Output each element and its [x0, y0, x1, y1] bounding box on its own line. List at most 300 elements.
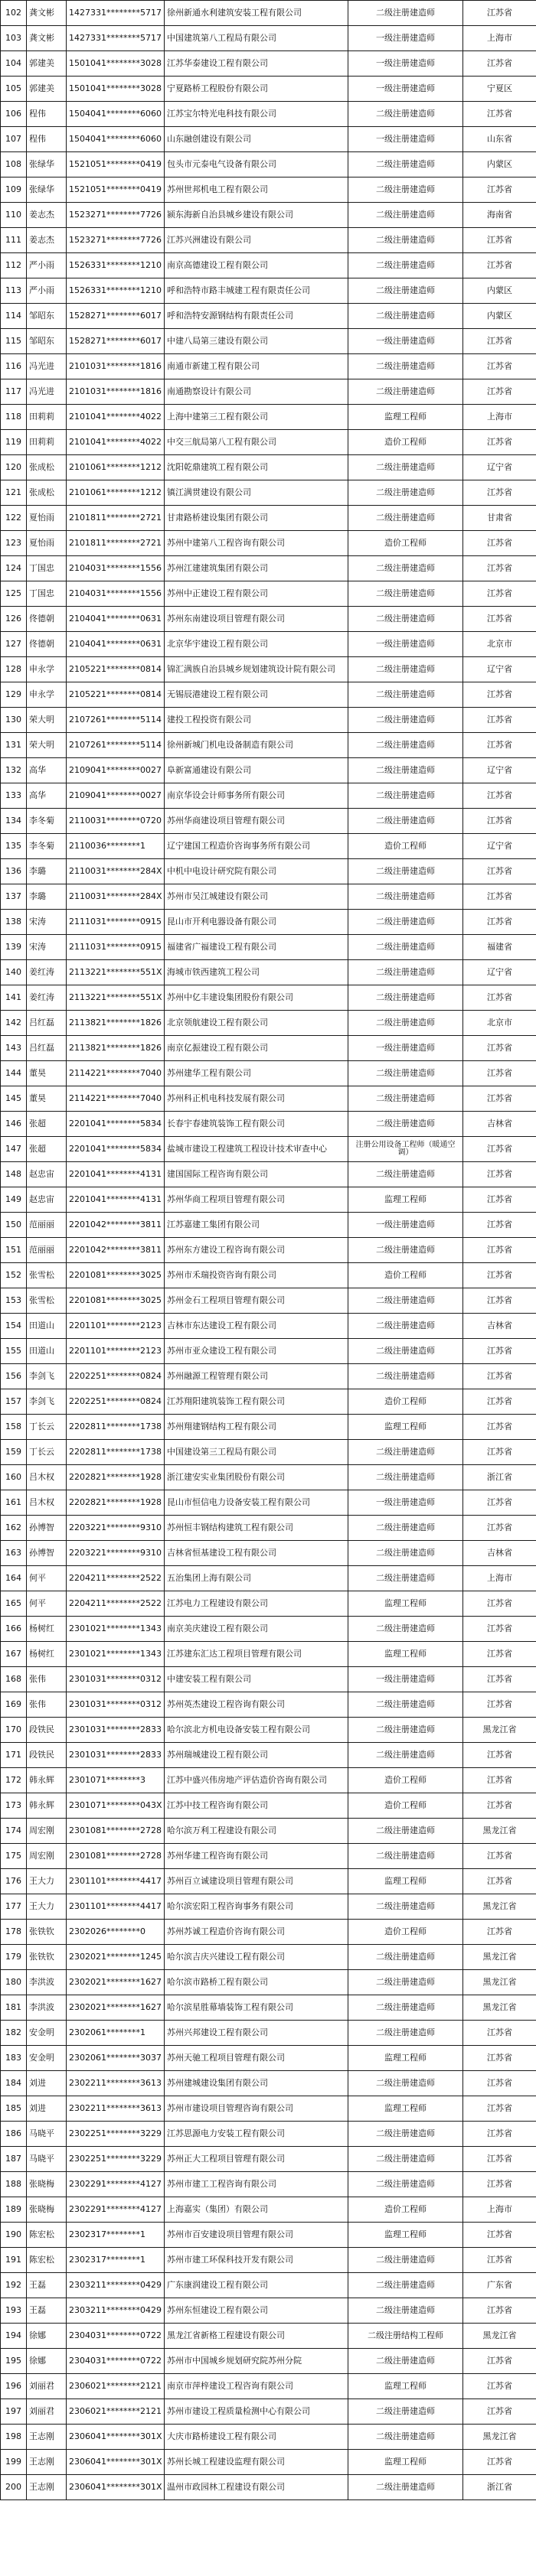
row-number-cell: 156 [1, 1364, 27, 1389]
id-number-cell: 2303211********0429 [67, 2298, 165, 2324]
qualification-cell: 造价工程师 [348, 430, 463, 455]
table-row [1, 1718, 536, 1743]
person-name-cell: 徐娜 [27, 2349, 67, 2374]
id-number-cell: 2105221********0814 [67, 657, 165, 682]
row-number-cell: 106 [1, 102, 27, 127]
person-name-cell: 姜志杰 [27, 228, 67, 253]
company-name-cell: 苏州长城工程建设监理有限公司 [165, 2450, 348, 2475]
qualification-cell: 造价工程师 [348, 1263, 463, 1288]
table-row [1, 379, 536, 405]
province-cell: 江苏省 [463, 1642, 536, 1667]
qualification-cell: 二级注册建造师 [348, 2122, 463, 2147]
id-number-cell: 2302251********3229 [67, 2147, 165, 2172]
province-cell: 黑龙江省 [463, 2425, 536, 2450]
table-row [1, 1591, 536, 1617]
company-name-cell: 苏州瑞城建设工程有限公司 [165, 1743, 348, 1768]
person-name-cell: 李剑飞 [27, 1389, 67, 1415]
person-name-cell: 王大力 [27, 1894, 67, 1920]
province-cell: 江苏省 [463, 884, 536, 910]
table-row [1, 2172, 536, 2197]
company-name-cell: 江苏兴洲建设有限公司 [165, 228, 348, 253]
company-name-cell: 哈尔滨宏阳工程咨询事务有限公司 [165, 1894, 348, 1920]
province-cell: 江苏省 [463, 2172, 536, 2197]
person-name-cell: 刘丽君 [27, 2374, 67, 2399]
table-row [1, 2046, 536, 2071]
table-row [1, 2324, 536, 2349]
table-row [1, 2248, 536, 2273]
company-name-cell: 五治集团上海有限公司 [165, 1566, 348, 1591]
id-number-cell: 2302021********1245 [67, 1945, 165, 1970]
company-name-cell: 苏州金石工程项目管理有限公司 [165, 1288, 348, 1314]
province-cell: 黑龙江省 [463, 1995, 536, 2021]
person-name-cell: 严小雨 [27, 278, 67, 304]
table-row [1, 834, 536, 859]
table-row [1, 2374, 536, 2399]
qualification-cell: 二级注册建造师 [348, 1162, 463, 1187]
row-number-cell: 170 [1, 1718, 27, 1743]
person-name-cell: 李璐 [27, 884, 67, 910]
row-number-cell: 127 [1, 632, 27, 657]
company-name-cell: 哈尔滨星胜幕墙装饰工程有限公司 [165, 1995, 348, 2021]
qualification-cell: 二级注册建造师 [348, 304, 463, 329]
qualification-cell: 二级注册建造师 [348, 2147, 463, 2172]
qualification-cell: 二级注册建造师 [348, 1541, 463, 1566]
province-cell: 江苏省 [463, 2021, 536, 2046]
table-row [1, 1667, 536, 1692]
table-row [1, 2273, 536, 2298]
table-row [1, 1389, 536, 1415]
person-name-cell: 王志刚 [27, 2450, 67, 2475]
id-number-cell: 1523271********7726 [67, 203, 165, 228]
qualification-cell: 造价工程师 [348, 2197, 463, 2223]
id-number-cell: 2301031********0312 [67, 1692, 165, 1718]
person-name-cell: 丁国忠 [27, 581, 67, 607]
qualification-cell: 二级注册结构工程师 [348, 2324, 463, 2349]
person-name-cell: 高华 [27, 783, 67, 809]
table-row [1, 783, 536, 809]
qualification-cell: 二级注册建造师 [348, 354, 463, 379]
province-cell: 黑龙江省 [463, 1970, 536, 1995]
province-cell: 江苏省 [463, 2122, 536, 2147]
province-cell: 江苏省 [463, 51, 536, 77]
company-name-cell: 江苏宝尔特光电科技有限公司 [165, 102, 348, 127]
company-name-cell: 颍东海新自治县城乡建设有限公司 [165, 203, 348, 228]
row-number-cell: 190 [1, 2223, 27, 2248]
company-name-cell: 苏州华商工程项目管理有限公司 [165, 1187, 348, 1213]
qualification-cell: 二级注册建造师 [348, 1440, 463, 1465]
province-cell: 江苏省 [463, 1667, 536, 1692]
qualification-cell: 二级注册建造师 [348, 985, 463, 1011]
person-name-cell: 吕木权 [27, 1490, 67, 1516]
id-number-cell: 2301071********043X [67, 1793, 165, 1819]
qualification-cell: 造价工程师 [348, 834, 463, 859]
person-name-cell: 程伟 [27, 127, 67, 152]
company-name-cell: 苏州融源工程管理有限公司 [165, 1364, 348, 1389]
table-row [1, 1263, 536, 1288]
company-name-cell: 吉林省恒基建设工程有限公司 [165, 1541, 348, 1566]
qualification-cell: 二级注册建造师 [348, 1011, 463, 1036]
qualification-cell: 二级注册建造师 [348, 1339, 463, 1364]
qualification-cell: 监理工程师 [348, 405, 463, 430]
id-number-cell: 2110036********1 [67, 834, 165, 859]
province-cell: 内蒙区 [463, 304, 536, 329]
id-number-cell: 2201041********5834 [67, 1112, 165, 1137]
table-row [1, 51, 536, 77]
province-cell: 江苏省 [463, 1920, 536, 1945]
table-row [1, 1970, 536, 1995]
qualification-cell: 二级注册建造师 [348, 1288, 463, 1314]
qualification-cell: 造价工程师 [348, 1768, 463, 1793]
qualification-cell: 二级注册建造师 [348, 1894, 463, 1920]
qualification-cell: 二级注册建造师 [348, 783, 463, 809]
company-name-cell: 南通市新建工程有限公司 [165, 354, 348, 379]
row-number-cell: 123 [1, 531, 27, 556]
person-name-cell: 田道山 [27, 1339, 67, 1364]
company-name-cell: 北京领航建设工程有限公司 [165, 1011, 348, 1036]
table-row [1, 177, 536, 203]
id-number-cell: 2302317********1 [67, 2223, 165, 2248]
company-name-cell: 苏州翔建钢结构工程有限公司 [165, 1415, 348, 1440]
person-name-cell: 姜红涛 [27, 985, 67, 1011]
table-row [1, 329, 536, 354]
table-row [1, 1692, 536, 1718]
company-name-cell: 宁夏路桥工程股份有限公司 [165, 77, 348, 102]
person-name-cell: 韩永辉 [27, 1793, 67, 1819]
qualification-cell: 二级注册建造师 [348, 657, 463, 682]
person-name-cell: 冯光进 [27, 379, 67, 405]
province-cell: 江苏省 [463, 102, 536, 127]
table-row [1, 152, 536, 177]
person-name-cell: 郭建美 [27, 77, 67, 102]
person-name-cell: 李洪波 [27, 1995, 67, 2021]
table-row [1, 1768, 536, 1793]
table-row [1, 2147, 536, 2172]
table-body [1, 1, 536, 2500]
row-number-cell: 164 [1, 1566, 27, 1591]
person-name-cell: 龚文彬 [27, 26, 67, 51]
table-row [1, 1112, 536, 1137]
company-name-cell: 中建安装工程有限公司 [165, 1667, 348, 1692]
person-name-cell: 张铁钦 [27, 1920, 67, 1945]
table-row [1, 1566, 536, 1591]
province-cell: 江苏省 [463, 1238, 536, 1263]
person-name-cell: 李璐 [27, 859, 67, 884]
table-row [1, 1920, 536, 1945]
table-row [1, 304, 536, 329]
id-number-cell: 2101061********1212 [67, 455, 165, 480]
qualification-cell: 监理工程师 [348, 1591, 463, 1617]
id-number-cell: 2201081********3025 [67, 1263, 165, 1288]
id-number-cell: 2301021********1343 [67, 1617, 165, 1642]
company-name-cell: 建国国际工程咨询有限公司 [165, 1162, 348, 1187]
id-number-cell: 2101031********1816 [67, 354, 165, 379]
province-cell: 江苏省 [463, 1591, 536, 1617]
person-name-cell: 宋涛 [27, 935, 67, 960]
row-number-cell: 135 [1, 834, 27, 859]
person-name-cell: 杨树红 [27, 1617, 67, 1642]
province-cell: 江苏省 [463, 1187, 536, 1213]
table-row [1, 657, 536, 682]
id-number-cell: 2114221********7040 [67, 1061, 165, 1086]
person-name-cell: 韩永辉 [27, 1768, 67, 1793]
company-name-cell: 中机中电设计研究院有限公司 [165, 859, 348, 884]
person-name-cell: 张晓梅 [27, 2172, 67, 2197]
person-name-cell: 田道山 [27, 1314, 67, 1339]
province-cell: 北京市 [463, 632, 536, 657]
row-number-cell: 161 [1, 1490, 27, 1516]
table-row [1, 1, 536, 26]
id-number-cell: 2105221********0814 [67, 682, 165, 708]
row-number-cell: 173 [1, 1793, 27, 1819]
row-number-cell: 162 [1, 1516, 27, 1541]
table-row [1, 2450, 536, 2475]
qualification-cell: 二级注册建造师 [348, 1844, 463, 1869]
table-row [1, 354, 536, 379]
qualification-cell: 二级注册建造师 [348, 1995, 463, 2021]
province-cell: 江苏省 [463, 733, 536, 758]
id-number-cell: 2306041********301X [67, 2450, 165, 2475]
company-name-cell: 苏州中建第八工程咨询有限公司 [165, 531, 348, 556]
id-number-cell: 2201041********5834 [67, 1137, 165, 1162]
id-number-cell: 2301101********4417 [67, 1869, 165, 1894]
qualification-cell: 一级注册建造师 [348, 1490, 463, 1516]
row-number-cell: 168 [1, 1667, 27, 1692]
company-name-cell: 南京市萍梓建设工程咨询有限公司 [165, 2374, 348, 2399]
row-number-cell: 143 [1, 1036, 27, 1061]
row-number-cell: 111 [1, 228, 27, 253]
company-name-cell: 福建省广福建设工程有限公司 [165, 935, 348, 960]
company-name-cell: 吉林市东达建设工程有限公司 [165, 1314, 348, 1339]
qualification-cell: 二级注册建造师 [348, 708, 463, 733]
province-cell: 江苏省 [463, 480, 536, 506]
qualification-cell: 二级注册建造师 [348, 278, 463, 304]
table-row [1, 1213, 536, 1238]
id-number-cell: 1523271********7726 [67, 228, 165, 253]
qualification-cell: 二级注册建造师 [348, 607, 463, 632]
qualification-cell: 监理工程师 [348, 2374, 463, 2399]
row-number-cell: 134 [1, 809, 27, 834]
qualification-cell: 一级注册建造师 [348, 1036, 463, 1061]
province-cell: 辽宁省 [463, 455, 536, 480]
qualification-cell: 二级注册建造师 [348, 1743, 463, 1768]
table-row [1, 1314, 536, 1339]
province-cell: 江苏省 [463, 228, 536, 253]
table-row [1, 1995, 536, 2021]
id-number-cell: 1526331********1210 [67, 253, 165, 278]
row-number-cell: 145 [1, 1086, 27, 1112]
id-number-cell: 2202251********0824 [67, 1389, 165, 1415]
person-name-cell: 马晓平 [27, 2122, 67, 2147]
table-row [1, 1516, 536, 1541]
row-number-cell: 177 [1, 1894, 27, 1920]
row-number-cell: 192 [1, 2273, 27, 2298]
row-number-cell: 146 [1, 1112, 27, 1137]
province-cell: 江苏省 [463, 607, 536, 632]
table-row [1, 1617, 536, 1642]
company-name-cell: 哈尔滨市路桥工程有限公司 [165, 1970, 348, 1995]
table-row [1, 1465, 536, 1490]
row-number-cell: 187 [1, 2147, 27, 2172]
row-number-cell: 193 [1, 2298, 27, 2324]
row-number-cell: 125 [1, 581, 27, 607]
person-name-cell: 丁长云 [27, 1440, 67, 1465]
id-number-cell: 2301031********0312 [67, 1667, 165, 1692]
company-name-cell: 北京华宇建设工程有限公司 [165, 632, 348, 657]
qualification-cell: 造价工程师 [348, 1920, 463, 1945]
person-name-cell: 夏怡雨 [27, 506, 67, 531]
id-number-cell: 2302317********1 [67, 2248, 165, 2273]
row-number-cell: 169 [1, 1692, 27, 1718]
id-number-cell: 2302291********4127 [67, 2197, 165, 2223]
company-name-cell: 大庆市路桥建设工程有限公司 [165, 2425, 348, 2450]
person-name-cell: 邹昭东 [27, 304, 67, 329]
table-row [1, 1894, 536, 1920]
row-number-cell: 189 [1, 2197, 27, 2223]
table-row [1, 1339, 536, 1364]
qualification-cell: 监理工程师 [348, 2096, 463, 2122]
person-name-cell: 安金明 [27, 2021, 67, 2046]
qualification-cell: 一级注册建造师 [348, 632, 463, 657]
company-name-cell: 广东康润建设工程有限公司 [165, 2273, 348, 2298]
row-number-cell: 129 [1, 682, 27, 708]
person-name-cell: 周宏刚 [27, 1844, 67, 1869]
table-row [1, 910, 536, 935]
province-cell: 江苏省 [463, 1844, 536, 1869]
id-number-cell: 2201041********4131 [67, 1162, 165, 1187]
company-name-cell: 中国建筑第八工程局有限公司 [165, 26, 348, 51]
id-number-cell: 2104041********0631 [67, 632, 165, 657]
row-number-cell: 140 [1, 960, 27, 985]
row-number-cell: 154 [1, 1314, 27, 1339]
qualification-cell: 一级注册建造师 [348, 51, 463, 77]
id-number-cell: 2302026********0 [67, 1920, 165, 1945]
row-number-cell: 119 [1, 430, 27, 455]
person-name-cell: 范丽丽 [27, 1213, 67, 1238]
province-cell: 江苏省 [463, 1339, 536, 1364]
id-number-cell: 2107261********5114 [67, 708, 165, 733]
table-row [1, 758, 536, 783]
company-name-cell: 上海嘉实（集团）有限公司 [165, 2197, 348, 2223]
id-number-cell: 2113821********1826 [67, 1011, 165, 1036]
row-number-cell: 152 [1, 1263, 27, 1288]
id-number-cell: 2301031********2833 [67, 1743, 165, 1768]
person-name-cell: 高华 [27, 758, 67, 783]
province-cell: 江苏省 [463, 379, 536, 405]
row-number-cell: 176 [1, 1869, 27, 1894]
person-name-cell: 刘丽君 [27, 2399, 67, 2425]
row-number-cell: 188 [1, 2172, 27, 2197]
table-row [1, 278, 536, 304]
id-number-cell: 2201041********4131 [67, 1187, 165, 1213]
row-number-cell: 105 [1, 77, 27, 102]
qualification-cell: 监理工程师 [348, 1642, 463, 1667]
person-name-cell: 刘进 [27, 2071, 67, 2096]
row-number-cell: 138 [1, 910, 27, 935]
qualification-cell: 二级注册建造师 [348, 682, 463, 708]
person-name-cell: 李洪波 [27, 1970, 67, 1995]
company-name-cell: 江苏翔阳建筑装饰工程有限公司 [165, 1389, 348, 1415]
row-number-cell: 155 [1, 1339, 27, 1364]
qualification-cell: 二级注册建造师 [348, 2399, 463, 2425]
qualification-cell: 二级注册建造师 [348, 1238, 463, 1263]
table-row [1, 1743, 536, 1768]
company-name-cell: 呼和浩特市路丰城建工程有限责任公司 [165, 278, 348, 304]
id-number-cell: 2301081********2728 [67, 1819, 165, 1844]
table-row [1, 102, 536, 127]
company-name-cell: 建投工程投资有限公司 [165, 708, 348, 733]
id-number-cell: 2201101********2123 [67, 1339, 165, 1364]
qualification-cell: 二级注册建造师 [348, 1516, 463, 1541]
qualification-cell: 二级注册建造师 [348, 1, 463, 26]
table-row [1, 1238, 536, 1263]
qualification-cell: 二级注册建造师 [348, 1086, 463, 1112]
row-number-cell: 139 [1, 935, 27, 960]
qualification-cell: 监理工程师 [348, 1187, 463, 1213]
id-number-cell: 2202251********0824 [67, 1364, 165, 1389]
province-cell: 辽宁省 [463, 657, 536, 682]
province-cell: 江苏省 [463, 809, 536, 834]
company-name-cell: 中国建设第三工程局有限公司 [165, 1440, 348, 1465]
qualification-cell: 一级注册建造师 [348, 26, 463, 51]
province-cell: 江苏省 [463, 531, 536, 556]
id-number-cell: 2202821********1928 [67, 1490, 165, 1516]
company-name-cell: 江苏思源电力安装工程有限公司 [165, 2122, 348, 2147]
table-row [1, 2071, 536, 2096]
company-name-cell: 南通勘察设计有限公司 [165, 379, 348, 405]
row-number-cell: 110 [1, 203, 27, 228]
company-name-cell: 苏州市建设工程质量检测中心有限公司 [165, 2399, 348, 2425]
id-number-cell: 2302061********3037 [67, 2046, 165, 2071]
company-name-cell: 苏州百立诚建设项目管理有限公司 [165, 1869, 348, 1894]
province-cell: 吉林省 [463, 1112, 536, 1137]
table-row [1, 1490, 536, 1516]
id-number-cell: 2201042********3811 [67, 1213, 165, 1238]
province-cell: 北京市 [463, 1011, 536, 1036]
company-name-cell: 苏州苏诚工程造价咨询有限公司 [165, 1920, 348, 1945]
province-cell: 广东省 [463, 2273, 536, 2298]
person-name-cell: 赵忠宙 [27, 1187, 67, 1213]
qualification-cell: 二级注册建造师 [348, 506, 463, 531]
row-number-cell: 116 [1, 354, 27, 379]
id-number-cell: 2301021********1343 [67, 1642, 165, 1667]
table-row [1, 859, 536, 884]
person-name-cell: 邹昭东 [27, 329, 67, 354]
person-name-cell: 严小雨 [27, 253, 67, 278]
company-name-cell: 南京华设会计师事务所有限公司 [165, 783, 348, 809]
qualification-cell: 二级注册建造师 [348, 809, 463, 834]
table-row [1, 506, 536, 531]
qualification-cell: 监理工程师 [348, 2046, 463, 2071]
row-number-cell: 194 [1, 2324, 27, 2349]
province-cell: 江苏省 [463, 2096, 536, 2122]
id-number-cell: 2201081********3025 [67, 1288, 165, 1314]
province-cell: 江苏省 [463, 1213, 536, 1238]
province-cell: 江苏省 [463, 177, 536, 203]
person-name-cell: 姜志杰 [27, 203, 67, 228]
row-number-cell: 157 [1, 1389, 27, 1415]
person-name-cell: 董昊 [27, 1086, 67, 1112]
person-name-cell: 丁国忠 [27, 556, 67, 581]
province-cell: 江苏省 [463, 1389, 536, 1415]
qualification-cell: 一级注册建造师 [348, 1213, 463, 1238]
person-name-cell: 王志刚 [27, 2475, 67, 2500]
person-name-cell: 徐娜 [27, 2324, 67, 2349]
qualification-cell: 二级注册建造师 [348, 2349, 463, 2374]
province-cell: 上海市 [463, 1566, 536, 1591]
province-cell: 浙江省 [463, 1465, 536, 1490]
table-row [1, 1187, 536, 1213]
province-cell: 江苏省 [463, 253, 536, 278]
